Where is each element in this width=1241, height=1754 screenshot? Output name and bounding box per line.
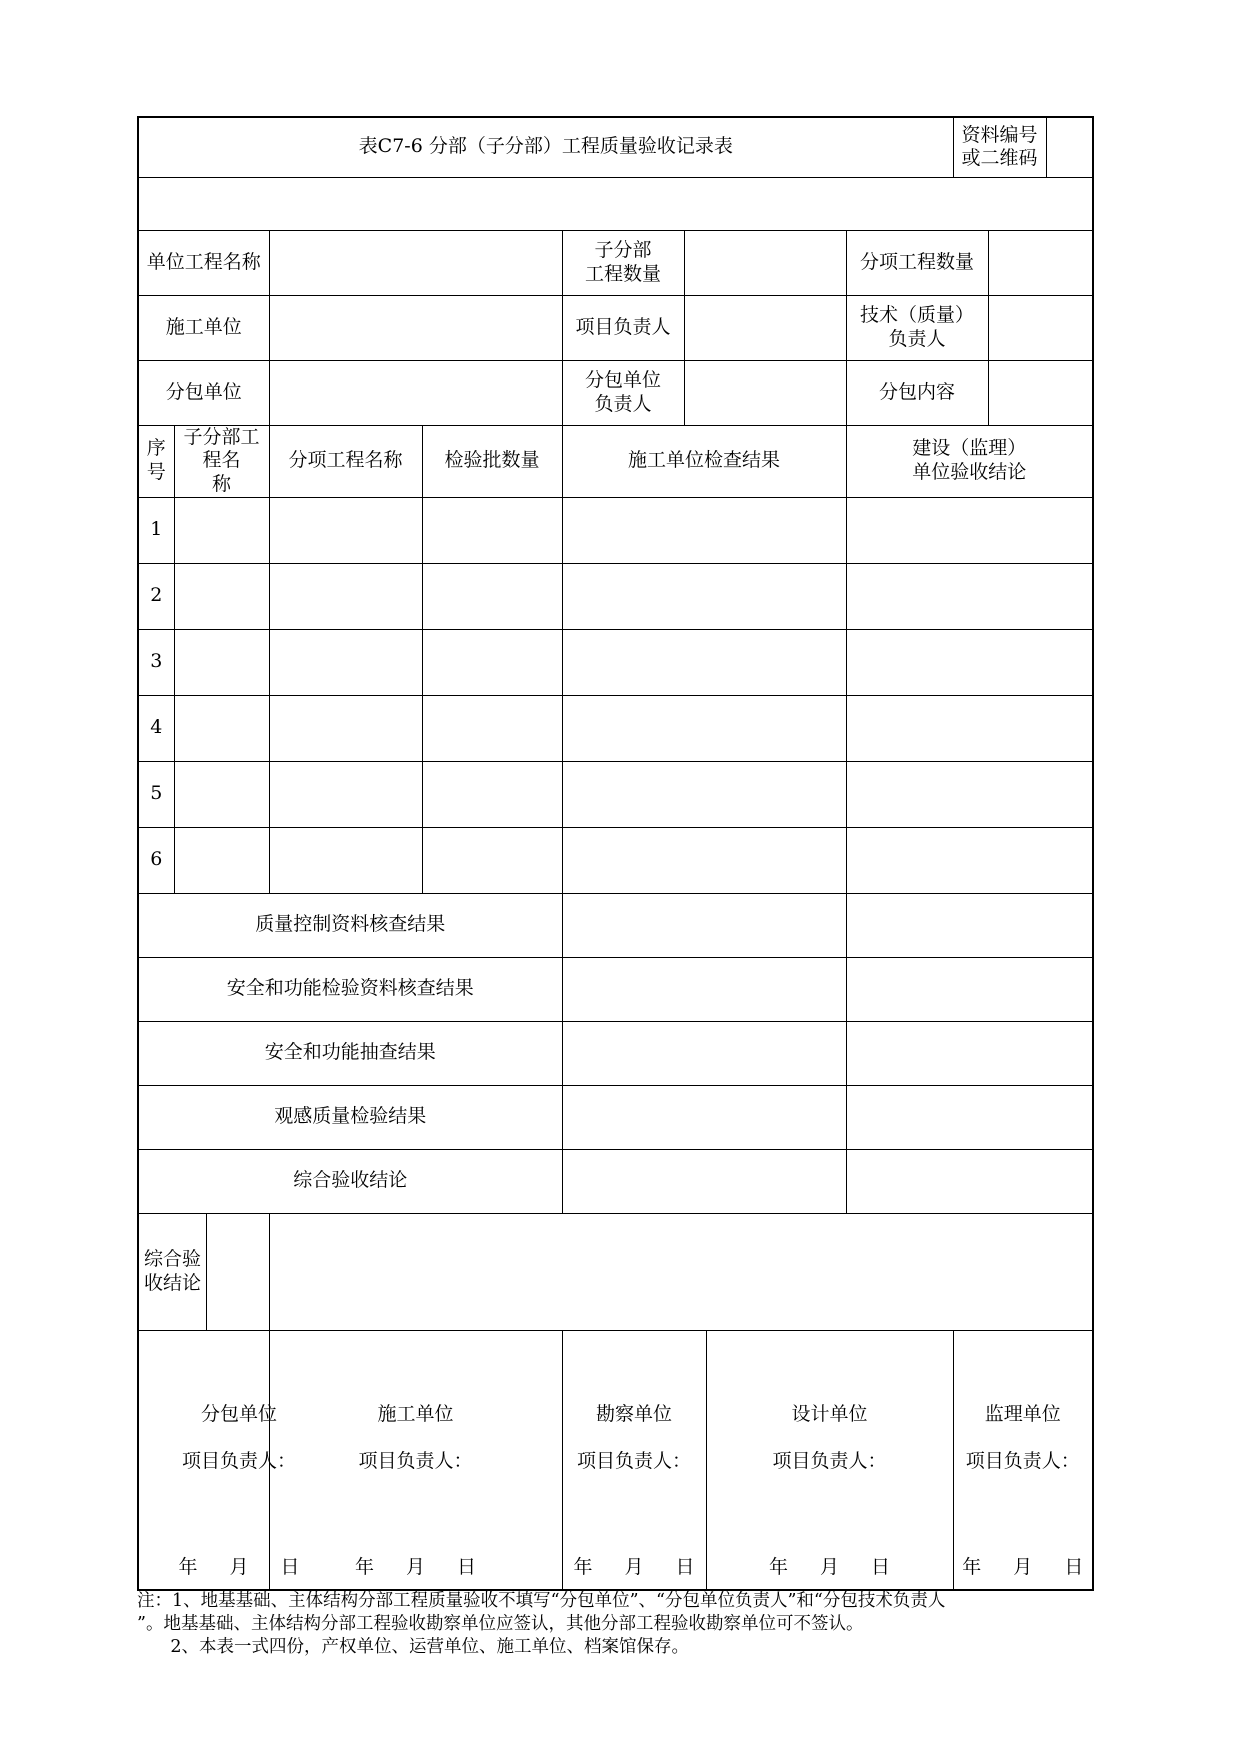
signature-block-supervisor — [953, 1330, 1093, 1590]
signature-date: 年 月 日 — [962, 1555, 1084, 1578]
sub-division-count-field[interactable] — [684, 230, 846, 295]
signature-block-design — [706, 1330, 953, 1590]
sub-item-name-header: 分项工程名称 — [269, 425, 422, 497]
quality-control-check-label: 质量控制资料核查结果 — [138, 893, 562, 957]
signature-org: 分包单位 — [200, 1402, 277, 1425]
sub-division-count-label: 子分部 工程数量 — [562, 230, 684, 295]
sub-item-name-cell[interactable] — [269, 563, 422, 629]
footnote-line: 注：1、地基基础、主体结构分部工程质量验收不填写“分包单位”、“分包单位负责人”和“分包技术负责人 — [137, 1591, 946, 1611]
supervisor-check-cell[interactable] — [846, 1021, 1093, 1085]
check-row — [138, 1085, 1093, 1149]
contractor-result-cell[interactable] — [562, 695, 846, 761]
contractor-check-cell[interactable] — [562, 893, 846, 957]
signature-manager-label: 项目负责人： — [576, 1449, 691, 1472]
sub-item-name-cell[interactable] — [269, 761, 422, 827]
sub-division-name-cell[interactable] — [174, 629, 269, 695]
sub-item-name-cell[interactable] — [269, 629, 422, 695]
row-seq: 6 — [138, 827, 174, 893]
contractor-check-cell[interactable] — [562, 1021, 846, 1085]
subcontract-content-label: 分包内容 — [846, 360, 988, 425]
supervisor-conclusion-header: 建设（监理） 单位验收结论 — [846, 425, 1093, 497]
table-row — [138, 629, 1093, 695]
batch-count-cell[interactable] — [422, 563, 562, 629]
subcontractor-manager-label: 分包单位 负责人 — [562, 360, 684, 425]
document-code-field[interactable] — [1046, 117, 1093, 177]
comprehensive-conclusion-label: 综合验 收结论 — [139, 1214, 207, 1330]
signature-manager-label: 项目负责人： — [181, 1449, 296, 1472]
footnotes — [137, 1590, 1097, 1659]
contractor-field[interactable] — [269, 295, 562, 360]
row-seq: 1 — [138, 497, 174, 563]
safety-function-doc-check-label: 安全和功能检验资料核查结果 — [138, 957, 562, 1021]
signature-org: 监理单位 — [984, 1402, 1061, 1425]
comprehensive-conclusion-field-left[interactable] — [207, 1214, 269, 1330]
supervisor-conclusion-cell[interactable] — [846, 827, 1093, 893]
overall-conclusion-label: 综合验收结论 — [138, 1149, 562, 1213]
supervisor-conclusion-cell[interactable] — [846, 761, 1093, 827]
signature-block-contractor — [269, 1330, 562, 1590]
contractor-check-cell[interactable] — [562, 1149, 846, 1213]
sub-division-name-cell[interactable] — [174, 695, 269, 761]
signature-date: 年 月 日 — [768, 1555, 891, 1578]
supervisor-check-cell[interactable] — [846, 1149, 1093, 1213]
sub-item-count-field[interactable] — [988, 230, 1093, 295]
signature-org: 施工单位 — [377, 1402, 454, 1425]
contractor-result-cell[interactable] — [562, 497, 846, 563]
comprehensive-conclusion-field[interactable] — [269, 1213, 1093, 1330]
footnote-line: 2、本表一式四份，产权单位、运营单位、施工单位、档案馆保存。 — [137, 1637, 690, 1657]
sub-item-name-cell[interactable] — [269, 497, 422, 563]
signature-org: 勘察单位 — [595, 1402, 672, 1425]
batch-count-header: 检验批数量 — [422, 425, 562, 497]
sub-item-name-cell[interactable] — [269, 827, 422, 893]
sub-division-name-cell[interactable] — [174, 497, 269, 563]
sub-item-name-cell[interactable] — [269, 695, 422, 761]
signature-date: 年 月 日 — [354, 1555, 477, 1578]
appearance-quality-label: 观感质量检验结果 — [138, 1085, 562, 1149]
subcontractor-label: 分包单位 — [138, 360, 269, 425]
footnote-line: ”。地基基础、主体结构分部工程验收勘察单位应签认，其他分部工程验收勘察单位可不签认。 — [137, 1614, 864, 1634]
document-code-label: 资料编号 或二维码 — [953, 117, 1046, 177]
signature-manager-label: 项目负责人： — [965, 1449, 1080, 1472]
unit-project-field[interactable] — [269, 230, 562, 295]
subcontractor-manager-field[interactable] — [684, 360, 846, 425]
check-row — [138, 957, 1093, 1021]
batch-count-cell[interactable] — [422, 497, 562, 563]
safety-function-sampling-label: 安全和功能抽查结果 — [138, 1021, 562, 1085]
contractor-result-cell[interactable] — [562, 761, 846, 827]
tech-manager-label: 技术（质量） 负责人 — [846, 295, 988, 360]
supervisor-check-cell[interactable] — [846, 893, 1093, 957]
check-row — [138, 1149, 1093, 1213]
signature-date: 年 月 日 — [573, 1555, 695, 1578]
table-row — [138, 563, 1093, 629]
sub-item-count-label: 分项工程数量 — [846, 230, 988, 295]
acceptance-record-table — [137, 116, 1094, 1591]
signature-block-subcontractor — [138, 1330, 300, 1590]
signature-manager-label: 项目负责人： — [772, 1449, 887, 1472]
contractor-result-cell[interactable] — [562, 827, 846, 893]
table-row — [138, 695, 1093, 761]
table-row — [138, 497, 1093, 563]
contractor-result-header: 施工单位检查结果 — [562, 425, 846, 497]
sub-division-name-cell[interactable] — [174, 827, 269, 893]
project-name-field[interactable] — [138, 177, 1093, 230]
seq-header: 序 号 — [138, 425, 174, 497]
form-title: 表C7-6 分部（子分部）工程质量验收记录表 — [138, 117, 953, 177]
contractor-check-cell[interactable] — [562, 957, 846, 1021]
sub-division-name-cell[interactable] — [174, 563, 269, 629]
signature-date: 年 月 日 — [178, 1555, 300, 1578]
row-seq: 2 — [138, 563, 174, 629]
check-row — [138, 1021, 1093, 1085]
contractor-result-cell[interactable] — [562, 563, 846, 629]
sub-division-name-header: 子分部工程名 称 — [174, 425, 269, 497]
signature-block-survey — [562, 1330, 706, 1590]
sub-division-name-cell[interactable] — [174, 761, 269, 827]
batch-count-cell[interactable] — [422, 629, 562, 695]
contractor-check-cell[interactable] — [562, 1085, 846, 1149]
row-seq: 3 — [138, 629, 174, 695]
form-sheet — [137, 116, 1092, 1591]
table-row — [138, 827, 1093, 893]
supervisor-conclusion-cell[interactable] — [846, 695, 1093, 761]
unit-project-label: 单位工程名称 — [138, 230, 269, 295]
row-seq: 4 — [138, 695, 174, 761]
table-row — [138, 761, 1093, 827]
contractor-label: 施工单位 — [138, 295, 269, 360]
contractor-result-cell[interactable] — [562, 629, 846, 695]
project-manager-field[interactable] — [684, 295, 846, 360]
subcontract-content-field[interactable] — [988, 360, 1093, 425]
batch-count-cell[interactable] — [422, 695, 562, 761]
supervisor-conclusion-cell[interactable] — [846, 563, 1093, 629]
supervisor-conclusion-cell[interactable] — [846, 629, 1093, 695]
batch-count-cell[interactable] — [422, 761, 562, 827]
subcontractor-field[interactable] — [269, 360, 562, 425]
supervisor-check-cell[interactable] — [846, 957, 1093, 1021]
supervisor-check-cell[interactable] — [846, 1085, 1093, 1149]
check-row — [138, 893, 1093, 957]
signature-org: 设计单位 — [791, 1402, 868, 1425]
batch-count-cell[interactable] — [422, 827, 562, 893]
supervisor-conclusion-cell[interactable] — [846, 497, 1093, 563]
tech-manager-field[interactable] — [988, 295, 1093, 360]
project-manager-label: 项目负责人 — [562, 295, 684, 360]
row-seq: 5 — [138, 761, 174, 827]
signature-manager-label: 项目负责人： — [358, 1449, 473, 1472]
